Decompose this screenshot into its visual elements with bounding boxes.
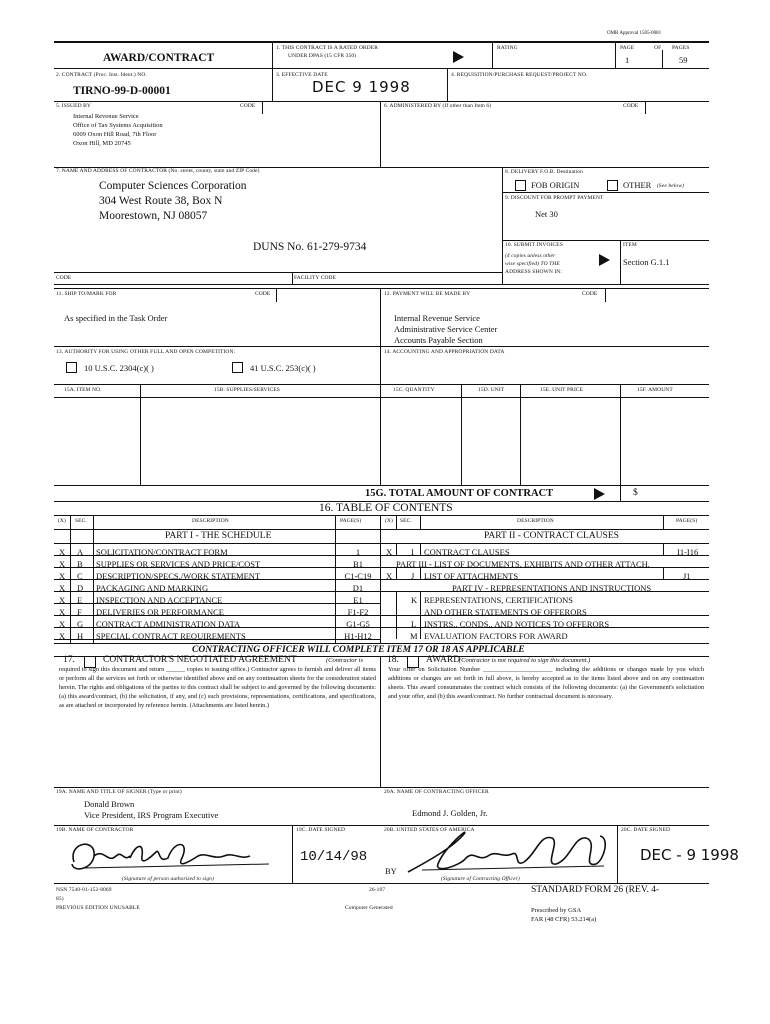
col-unit-price: 15E. UNIT PRICE bbox=[540, 387, 584, 393]
date-signed-19c: 10/14/98 bbox=[300, 849, 368, 865]
usc-253-label: 41 U.S.C. 253(c)( ) bbox=[250, 363, 316, 373]
item17-note: (Contractor is bbox=[326, 657, 364, 664]
toc-row-desc: DESCRIPTION/SPECS./WORK STATEMENT bbox=[96, 571, 261, 581]
item18-number: 18. bbox=[387, 655, 399, 665]
contractor-sig-label: 19B. NAME OF CONTRACTOR bbox=[56, 827, 134, 833]
toc-row-sec: F bbox=[77, 607, 82, 617]
prescribed-by: Prescribed by GSA bbox=[531, 907, 582, 914]
date-signed-20c: DEC - 9 1998 bbox=[640, 846, 739, 864]
toc-part-2: PART II - CONTRACT CLAUSES bbox=[484, 531, 619, 541]
toc-row-sec: B bbox=[77, 559, 83, 569]
facility-code-label: FACILITY CODE bbox=[294, 275, 337, 281]
total-amount-sign: $ bbox=[633, 488, 638, 498]
toc-row-x: X bbox=[59, 619, 66, 629]
toc-row-desc: SPECIAL CONTRACT REQUIREMENTS bbox=[96, 631, 246, 641]
nsn-number: NSN 7540-01-152-8069 bbox=[56, 887, 112, 893]
item17-number: 17. bbox=[63, 655, 75, 665]
contractor-signature-caption: (Signature of person authorized to sign) bbox=[122, 876, 214, 882]
authority-label: 13. AUTHORITY FOR USING OTHER FULL AND OPEN COMPETITION: bbox=[56, 349, 236, 355]
issued-by-label: 5. ISSUED BY bbox=[56, 103, 91, 109]
toc-hdr-desc-right: DESCRIPTION bbox=[517, 518, 554, 524]
form-title: AWARD/CONTRACT bbox=[103, 52, 215, 64]
contract-number: TIRNO-99-D-00001 bbox=[73, 85, 171, 97]
item18-note: (Contractor is not required to sign this document.) bbox=[459, 657, 591, 664]
payment-line2: Administrative Service Center bbox=[394, 324, 498, 334]
usc-253-checkbox[interactable] bbox=[232, 362, 243, 373]
effective-date-label: 3. EFFECTIVE DATE bbox=[276, 72, 328, 78]
toc-row-pages: G1-G5 bbox=[346, 619, 370, 629]
computer-generated: Computer Generated bbox=[345, 905, 393, 911]
toc-row-i-sec: I bbox=[411, 547, 414, 557]
toc-row-m-desc: EVALUATION FACTORS FOR AWARD bbox=[424, 631, 568, 641]
toc-row-x: X bbox=[59, 547, 66, 557]
of-label: OF bbox=[654, 45, 662, 51]
toc-hdr-x-right: (X) bbox=[385, 518, 393, 524]
item-label: ITEM bbox=[623, 242, 637, 248]
issued-code-label: CODE bbox=[240, 103, 256, 109]
usa-label: 20B. UNITED STATES OF AMERICA bbox=[384, 827, 475, 833]
contracting-officer-note: CONTRACTING OFFICER WILL COMPLETE ITEM 17 OR 18 AS APPLICABLE bbox=[192, 645, 525, 655]
contractor-name: Computer Sciences Corporation bbox=[99, 180, 247, 192]
by-label: BY bbox=[385, 866, 397, 876]
ship-to-value: As specified in the Task Order bbox=[64, 313, 168, 323]
fob-origin-label: FOB ORIGIN bbox=[531, 180, 580, 190]
officer-name: Edmond J. Golden, Jr. bbox=[412, 808, 488, 818]
page-number: 1 bbox=[625, 55, 630, 65]
toc-row-sec: H bbox=[77, 631, 84, 641]
toc-row-pages: D1 bbox=[352, 583, 364, 593]
toc-row-m-sec: M bbox=[410, 631, 418, 641]
delivery-label: 8. DELIVERY F.O.B. Destination bbox=[505, 169, 583, 175]
contractor-street: 304 West Route 38, Box N bbox=[99, 195, 223, 207]
col-unit: 15D. UNIT bbox=[478, 387, 505, 393]
payment-line1: Internal Revenue Service bbox=[394, 313, 480, 323]
form-code: 26-107 bbox=[369, 887, 386, 893]
toc-row-x: X bbox=[59, 607, 66, 617]
col-item-no: 15A. ITEM NO. bbox=[64, 387, 102, 393]
rated-order-label: 1. THIS CONTRACT IS A RATED ORDER bbox=[276, 45, 378, 51]
toc-row-desc: PACKAGING AND MARKING bbox=[96, 583, 209, 593]
signer-label: 19A. NAME AND TITLE OF SIGNER (Type or print) bbox=[56, 789, 182, 795]
toc-hdr-pages-right: PAGE(S) bbox=[676, 518, 698, 524]
pages-label: PAGES bbox=[672, 45, 690, 51]
omb-approval: OMB Approval 1505-0081 bbox=[607, 31, 662, 36]
toc-row-x: X bbox=[59, 631, 66, 641]
other-checkbox[interactable] bbox=[607, 180, 618, 191]
accounting-label: 14. ACCOUNTING AND APPROPRIATION DATA bbox=[384, 349, 505, 355]
usc-2304-checkbox[interactable] bbox=[66, 362, 77, 373]
discount-label: 9. DISCOUNT FOR PROMPT PAYMENT bbox=[505, 195, 604, 201]
toc-row-desc: SOLICITATION/CONTRACT FORM bbox=[96, 547, 228, 557]
item17-title: CONTRACTOR'S NEGOTIATED AGREEMENT bbox=[103, 655, 297, 665]
nsn-continued: 85) bbox=[56, 896, 64, 902]
item-value: Section G.1.1 bbox=[623, 257, 670, 267]
toc-row-x: X bbox=[59, 571, 66, 581]
issued-by-line3: 6009 Oxon Hill Road, 7th Floor bbox=[73, 131, 157, 138]
effective-date-stamp: DEC 9 1998 bbox=[312, 78, 411, 96]
toc-row-j-sec: J bbox=[411, 571, 415, 581]
submit-arrow-icon bbox=[599, 254, 610, 266]
toc-row-l-sec: L bbox=[411, 619, 417, 629]
toc-hdr-sec: SEC. bbox=[75, 518, 87, 524]
date-signed-20c-label: 20C. DATE SIGNED bbox=[621, 827, 671, 833]
toc-row-sec: A bbox=[77, 547, 84, 557]
contract-no-label: 2. CONTRACT (Proc. Inst. Ident.) NO. bbox=[56, 72, 147, 78]
col-quantity: 15C. QUANTITY bbox=[393, 387, 435, 393]
toc-part-4: PART IV - REPRESENTATIONS AND INSTRUCTIONS bbox=[452, 583, 652, 593]
submit-note-3: ADDRESS SHOWN IN: bbox=[505, 269, 563, 275]
toc-row-pages: B1 bbox=[353, 559, 363, 569]
signer-title: Vice President, IRS Program Executive bbox=[84, 810, 219, 820]
submit-note-1: (4 copies unless other bbox=[505, 253, 556, 259]
toc-row-pages: 1 bbox=[355, 547, 361, 557]
toc-row-sec: E bbox=[77, 595, 83, 605]
toc-row-pages: E1 bbox=[353, 595, 363, 605]
rating-label: RATING bbox=[497, 45, 518, 51]
signer-name: Donald Brown bbox=[84, 799, 135, 809]
officer-signature-caption: (Signature of Contracting Officer) bbox=[441, 876, 520, 882]
toc-row-i-x: X bbox=[386, 547, 393, 557]
toc-row-k-desc-1: REPRESENTATIONS, CERTIFICATIONS bbox=[424, 595, 573, 605]
contractor-label: 7. NAME AND ADDRESS OF CONTRACTOR (No. street, county, state and ZIP Code) bbox=[56, 168, 260, 174]
top-rule bbox=[54, 41, 709, 43]
toc-row-l-desc: INSTRS., CONDS., AND NOTICES TO OFFERORS bbox=[424, 619, 610, 629]
toc-row-x: X bbox=[59, 559, 66, 569]
page-count: 59 bbox=[679, 55, 688, 65]
toc-row-k-sec: K bbox=[411, 595, 418, 605]
dpas-label: UNDER DPAS (15 CFR 350) bbox=[288, 53, 357, 59]
toc-row-k-desc-2: AND OTHER STATEMENTS OF OFFERORS bbox=[424, 607, 587, 617]
toc-row-desc: CONTRACT ADMINISTRATION DATA bbox=[96, 619, 241, 629]
administered-code-label: CODE bbox=[623, 103, 639, 109]
usc-2304-label: 10 U.S.C. 2304(c)( ) bbox=[84, 363, 154, 373]
payment-line3: Accounts Payable Section bbox=[394, 335, 483, 345]
toc-hdr-pages: PAGE(S) bbox=[340, 518, 362, 524]
toc-row-pages: F1-F2 bbox=[347, 607, 369, 617]
arrow-icon bbox=[453, 51, 464, 63]
toc-row-x: X bbox=[59, 583, 66, 593]
toc-part-3: PART III - LIST OF DOCUMENTS, EXHIBITS AND OTHER ATTACH. bbox=[396, 559, 650, 569]
ship-to-label: 11. SHIP TO/MARK FOR bbox=[56, 291, 117, 297]
discount-value: Net 30 bbox=[535, 209, 558, 219]
issued-by-line4: Oxon Hill, MD 20745 bbox=[73, 140, 131, 147]
standard-form: STANDARD FORM 26 (REV. 4- bbox=[531, 885, 660, 895]
toc-hdr-x: (X) bbox=[58, 518, 66, 524]
toc-hdr-desc: DESCRIPTION bbox=[192, 518, 229, 524]
col-amount: 15F. AMOUNT bbox=[637, 387, 673, 393]
page-label: PAGE bbox=[620, 45, 635, 51]
item17-text: required to sign this document and return ______ copies to issuing office.) Contractor agrees to furnish and deliver all items or perform all the services set forth or otherwise identified above and on any continuation sheets for the consideration stated herein. The rights and obligations of the parties to this contract shall be subject to and governed by the following documents: (a) this award/contract, (b) the solicitation, if any, and (c) such provisions, representations, certifications, and specifications, as are attached or incorporated by reference herein. (Attachments are listed herein.) bbox=[59, 666, 376, 709]
toc-row-sec: C bbox=[77, 571, 83, 581]
administered-by-label: 6. ADMINISTERED BY (If other than Item 6) bbox=[384, 103, 492, 109]
toc-row-pages: C1-C19 bbox=[344, 571, 372, 581]
col-supplies: 15B. SUPPLIES/SERVICES bbox=[214, 387, 280, 393]
ship-code-label: CODE bbox=[255, 291, 271, 297]
previous-edition: PREVIOUS EDITION UNUSABLE bbox=[56, 905, 140, 911]
toc-row-i-pages: I1-I16 bbox=[677, 547, 699, 557]
toc-part-1: PART I - THE SCHEDULE bbox=[165, 531, 272, 541]
total-arrow-icon bbox=[594, 488, 605, 500]
duns-number: DUNS No. 61-279-9734 bbox=[253, 241, 367, 253]
payment-label: 12. PAYMENT WILL BE MADE BY bbox=[384, 291, 471, 297]
toc-hdr-sec-right: SEC. bbox=[400, 518, 412, 524]
total-amount-label: 15G. TOTAL AMOUNT OF CONTRACT bbox=[365, 488, 554, 499]
code-label-left: CODE bbox=[56, 275, 72, 281]
other-note: (See below) bbox=[657, 183, 684, 189]
toc-row-j-pages: J1 bbox=[683, 571, 691, 581]
other-label: OTHER bbox=[623, 180, 652, 190]
item18-text: Your offer on Solicitation Number ______________________ including the additions or changes made by you which additions or changes are set forth in full above, is hereby accepted as to the items listed above and on any continuation sheets. This award consummates the contract which consists of the following documents: (a) the Government's solicitation and your offer, and (b) this award/contract. No further contractual document is necessary. bbox=[388, 666, 704, 700]
officer-label: 20A. NAME OF CONTRACTING OFFICER bbox=[384, 789, 489, 795]
contractor-signature-icon bbox=[64, 834, 284, 876]
submit-invoices-label: 10. SUBMIT INVOICES bbox=[505, 242, 563, 248]
item18-title: AWARD bbox=[426, 655, 461, 665]
toc-row-x: X bbox=[59, 595, 66, 605]
toc-row-j-x: X bbox=[386, 571, 393, 581]
toc-title: 16. TABLE OF CONTENTS bbox=[319, 502, 453, 514]
issued-by-line1: Internal Revenue Service bbox=[73, 113, 139, 120]
toc-row-j-desc: LIST OF ATTACHMENTS bbox=[424, 571, 519, 581]
far-citation: FAR (48 CFR) 53.214(a) bbox=[531, 916, 597, 923]
fob-origin-checkbox[interactable] bbox=[515, 180, 526, 191]
payment-code-label: CODE bbox=[582, 291, 598, 297]
requisition-label: 4. REQUISITION/PURCHASE REQUEST/PROJECT NO. bbox=[451, 72, 588, 78]
toc-row-sec: G bbox=[77, 619, 84, 629]
issued-by-line2: Office of Tax Systems Acquisition bbox=[73, 122, 163, 129]
toc-row-desc: SUPPLIES OR SERVICES AND PRICE/COST bbox=[96, 559, 261, 569]
contractor-city: Moorestown, NJ 08057 bbox=[99, 210, 208, 222]
toc-row-desc: DELIVERIES OR PERFORMANCE bbox=[96, 607, 224, 617]
submit-note-2: wise specified) TO THE bbox=[505, 261, 560, 267]
toc-row-sec: D bbox=[77, 583, 84, 593]
toc-row-i-desc: CONTRACT CLAUSES bbox=[424, 547, 510, 557]
toc-row-desc: INSPECTION AND ACCEPTANCE bbox=[96, 595, 223, 605]
date-signed-19c-label: 19C. DATE SIGNED bbox=[296, 827, 346, 833]
officer-signature-icon bbox=[404, 828, 614, 876]
toc-row-pages: H1-H12 bbox=[344, 631, 372, 641]
